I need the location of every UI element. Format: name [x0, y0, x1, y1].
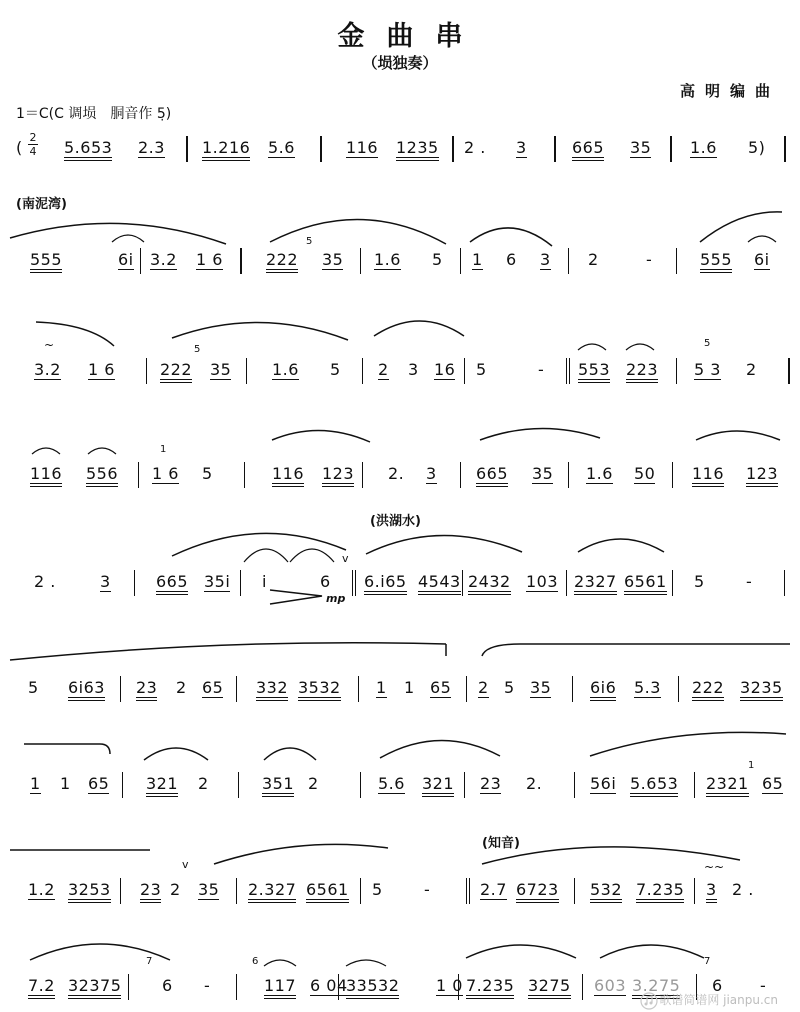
- note-group: 1 6: [88, 360, 115, 379]
- note-group: 50: [634, 464, 656, 483]
- note-group: 2 .: [732, 880, 754, 899]
- bar-line: [460, 462, 461, 488]
- note-group: 553: [578, 360, 610, 383]
- note-group: 351: [262, 774, 294, 797]
- bar-line: [246, 358, 247, 384]
- note-group: (: [16, 138, 23, 157]
- note-group: 5: [694, 572, 705, 591]
- note-group: 2.: [388, 464, 405, 483]
- note-group: 35: [532, 464, 554, 483]
- note-group: 3275: [528, 976, 571, 999]
- note-group: 116: [692, 464, 724, 487]
- note-group: 5.3: [634, 678, 661, 697]
- bar-line: [788, 358, 790, 384]
- score-row-6: [0, 664, 800, 714]
- bar-line: [240, 248, 242, 274]
- note-group: 65: [762, 774, 784, 793]
- bar-line: [466, 676, 467, 702]
- note-group: 7.2: [28, 976, 55, 999]
- note-group: 5 3: [694, 360, 721, 379]
- bar-line: [338, 974, 339, 1000]
- bar-line: [452, 136, 454, 162]
- page-subtitle: （埙独奏）: [362, 54, 438, 72]
- trill-mark: ~~: [704, 860, 725, 874]
- note-group: -: [538, 360, 545, 379]
- note-group: 321: [422, 774, 454, 797]
- note-group: 532: [590, 880, 622, 903]
- note-group: 1.6: [690, 138, 717, 157]
- bar-line: [460, 248, 461, 274]
- note-group: 2 .: [34, 572, 56, 591]
- note-group: 1.2: [28, 880, 55, 899]
- bar-line: [466, 878, 467, 904]
- trill-mark: ~: [44, 338, 55, 352]
- bar-line: [670, 136, 672, 162]
- note-group: 1 0: [436, 976, 463, 995]
- note-group: -: [204, 976, 211, 995]
- note-group: 222: [160, 360, 192, 383]
- grace-note: 1: [160, 444, 167, 455]
- note-group: 16: [434, 360, 456, 379]
- note-group: 2.3: [138, 138, 165, 157]
- bar-line: [676, 248, 677, 274]
- bar-line: [352, 570, 353, 596]
- note-group: 5: [476, 360, 487, 379]
- music-note-icon: [640, 992, 658, 1010]
- bar-line: [358, 676, 359, 702]
- bar-line: [464, 358, 465, 384]
- note-group: 6723: [516, 880, 559, 903]
- bar-line: [360, 772, 361, 798]
- bar-line: [694, 878, 695, 904]
- note-group: 5.653: [64, 138, 112, 161]
- note-group: 116: [272, 464, 304, 487]
- bar-line: [244, 462, 245, 488]
- note-group: 6i63: [68, 678, 105, 701]
- note-group: 1: [376, 678, 387, 697]
- bar-line: [140, 248, 141, 274]
- note-group: 35: [198, 880, 220, 899]
- note-group: 6i: [118, 250, 134, 269]
- note-group: 3.275: [632, 976, 680, 999]
- note-group: 35: [322, 250, 344, 269]
- note-group: 65: [430, 678, 452, 697]
- note-group: 4543: [418, 572, 461, 595]
- note-group: 7.235: [636, 880, 684, 903]
- key-signature: 1＝C(C 调埙 胴音作 5̣): [16, 106, 172, 122]
- note-group: 6: [712, 976, 723, 995]
- note-group: 1 6: [196, 250, 223, 269]
- note-group: 3: [706, 880, 717, 903]
- note-group: 23: [140, 880, 161, 903]
- note-group: 223: [626, 360, 658, 383]
- note-group: 2: [746, 360, 757, 379]
- note-group: 116: [346, 138, 379, 157]
- score-row-1: [0, 124, 800, 174]
- section-label-zhiyin: (知音): [482, 836, 520, 851]
- note-group: 32375: [68, 976, 121, 999]
- note-group: 6561: [624, 572, 667, 595]
- bar-line: [236, 676, 237, 702]
- bar-line: [236, 974, 237, 1000]
- bar-line: [320, 136, 322, 162]
- bar-line: [672, 462, 673, 488]
- bar-line: [582, 974, 583, 1000]
- note-group: 3235: [740, 678, 783, 701]
- note-group: 1: [472, 250, 483, 269]
- note-group: -: [760, 976, 767, 995]
- bar-line: [784, 570, 785, 596]
- bar-line: [362, 358, 363, 384]
- bar-line: [572, 676, 573, 702]
- note-group: 5.653: [630, 774, 678, 797]
- note-group: 7.235: [466, 976, 514, 999]
- bar-line: [186, 136, 188, 162]
- note-group: 117: [264, 976, 296, 999]
- bar-line: [360, 248, 361, 274]
- note-group: 1.6: [272, 360, 299, 379]
- note-group: 5: [372, 880, 383, 899]
- note-group: 6: [320, 572, 331, 591]
- bar-line: [568, 248, 569, 274]
- note-group: 3: [408, 360, 419, 379]
- bar-line: [566, 570, 567, 596]
- note-group: 2.327: [248, 880, 296, 903]
- bar-line: [238, 772, 239, 798]
- bar-line: [676, 358, 677, 384]
- note-group: 3.2: [34, 360, 61, 379]
- note-group: 5.6: [268, 138, 295, 157]
- note-group: 6: [162, 976, 173, 995]
- section-label-nanniwan: (南泥湾): [16, 197, 67, 212]
- note-group: 2: [170, 880, 181, 899]
- bar-line: [694, 772, 695, 798]
- bar-line: [360, 878, 361, 904]
- note-group: 3: [516, 138, 527, 157]
- note-group: 2432: [468, 572, 511, 595]
- note-group: 2: [176, 678, 187, 697]
- note-group: 332: [256, 678, 288, 701]
- page-title: 金曲串: [337, 21, 485, 52]
- score-row-5: [0, 552, 800, 608]
- note-group: 2327: [574, 572, 617, 595]
- note-group: 2 .: [464, 138, 486, 157]
- note-group: 665: [156, 572, 188, 595]
- note-group: -: [646, 250, 653, 269]
- note-group: 65: [88, 774, 110, 793]
- note-group: 555: [30, 250, 62, 273]
- bar-line: [462, 570, 463, 596]
- bar-line: [134, 570, 135, 596]
- bar-line: [678, 676, 679, 702]
- note-group: 5: [28, 678, 39, 697]
- note-group: 3.2: [150, 250, 177, 269]
- breath-mark: v: [342, 552, 349, 565]
- bar-line: [784, 136, 786, 162]
- note-group: 5: [432, 250, 443, 269]
- note-group: 23: [480, 774, 502, 793]
- note-group: 5): [748, 138, 766, 157]
- note-group: 5.6: [378, 774, 405, 793]
- note-group: 1.216: [202, 138, 250, 161]
- note-group: 35: [630, 138, 652, 157]
- arranger-credit: 高明编曲: [679, 82, 780, 100]
- bar-line: [362, 462, 363, 488]
- note-group: 1: [30, 774, 41, 793]
- score-row-4: [0, 444, 800, 500]
- note-group: 1: [404, 678, 415, 697]
- note-group: 2: [378, 360, 389, 379]
- note-group: i: [262, 572, 267, 591]
- note-group: -: [424, 880, 431, 899]
- note-group: 2.: [526, 774, 543, 793]
- score-row-8: [0, 858, 800, 916]
- bar-line: [128, 974, 129, 1000]
- note-group: 23: [136, 678, 157, 701]
- note-group: 3532: [298, 678, 341, 701]
- bar-line: [574, 772, 575, 798]
- note-group: 1235: [396, 138, 439, 161]
- score-row-2: [0, 236, 800, 286]
- note-group: 5: [330, 360, 341, 379]
- grace-note: 5: [704, 338, 711, 349]
- note-group: 2: [308, 774, 319, 793]
- note-group: 6 04: [310, 976, 348, 995]
- note-group: 5: [504, 678, 515, 697]
- note-group: 222: [266, 250, 298, 273]
- bar-line: [672, 570, 673, 596]
- grace-note: 7: [704, 956, 711, 967]
- note-group: 321: [146, 774, 178, 797]
- bar-line: [554, 136, 556, 162]
- note-group: 6: [506, 250, 517, 269]
- watermark: 歌谱简谱网 jianpu.cn: [659, 993, 778, 1007]
- score-row-3: [0, 338, 800, 396]
- note-group: 123: [322, 464, 354, 487]
- grace-note: 5: [194, 344, 201, 355]
- section-label-honghushui: (洪湖水): [370, 514, 421, 529]
- bar-line: [120, 878, 121, 904]
- note-group: 116: [30, 464, 62, 487]
- note-group: 556: [86, 464, 118, 487]
- note-group: 6i: [754, 250, 770, 269]
- note-group: 65: [202, 678, 224, 697]
- note-group: 3: [540, 250, 551, 269]
- note-group: 6.i65: [364, 572, 407, 595]
- breath-mark: v: [182, 858, 189, 871]
- note-group: 1.6: [586, 464, 613, 483]
- grace-note: 6: [252, 956, 259, 967]
- note-group: 35: [530, 678, 552, 697]
- bar-line: [240, 570, 241, 596]
- score-row-7: [0, 760, 800, 810]
- note-group: 6i6: [590, 678, 616, 701]
- note-group: 5: [202, 464, 213, 483]
- bar-line: [236, 878, 237, 904]
- bar-line: [138, 462, 139, 488]
- note-group: 3: [100, 572, 111, 591]
- note-group: 33532: [346, 976, 399, 999]
- bar-line: [464, 772, 465, 798]
- note-group: 103: [526, 572, 559, 591]
- bar-line: [574, 878, 575, 904]
- note-group: 35: [210, 360, 232, 379]
- note-group: 35i: [204, 572, 231, 591]
- note-group: 2: [198, 774, 209, 793]
- note-group: 603: [594, 976, 627, 995]
- grace-note: 1: [748, 760, 755, 771]
- note-group: -: [746, 572, 753, 591]
- note-group: 555: [700, 250, 732, 273]
- note-group: 6561: [306, 880, 349, 903]
- grace-note: 7: [146, 956, 153, 967]
- note-group: 56i: [590, 774, 617, 793]
- note-group: 2: [588, 250, 599, 269]
- bar-line: [122, 772, 123, 798]
- bar-line: [566, 358, 567, 384]
- note-group: 665: [572, 138, 604, 161]
- bar-line: [146, 358, 147, 384]
- note-group: 3253: [68, 880, 111, 903]
- time-signature: 2 4: [29, 131, 37, 158]
- slur-lines: [0, 346, 800, 396]
- note-group: 1.6: [374, 250, 401, 269]
- dynamic-marking: mp: [326, 592, 346, 605]
- note-group: 222: [692, 678, 724, 701]
- note-group: 1 6: [152, 464, 179, 483]
- note-group: 2321: [706, 774, 749, 797]
- note-group: 123: [746, 464, 778, 487]
- note-group: 2: [478, 678, 489, 697]
- bar-line: [120, 676, 121, 702]
- note-group: 1: [60, 774, 71, 793]
- bar-line: [568, 462, 569, 488]
- grace-note: 5: [306, 236, 313, 247]
- note-group: 2.7: [480, 880, 507, 899]
- note-group: 665: [476, 464, 508, 487]
- bar-line: [458, 974, 459, 1000]
- note-group: 3: [426, 464, 437, 483]
